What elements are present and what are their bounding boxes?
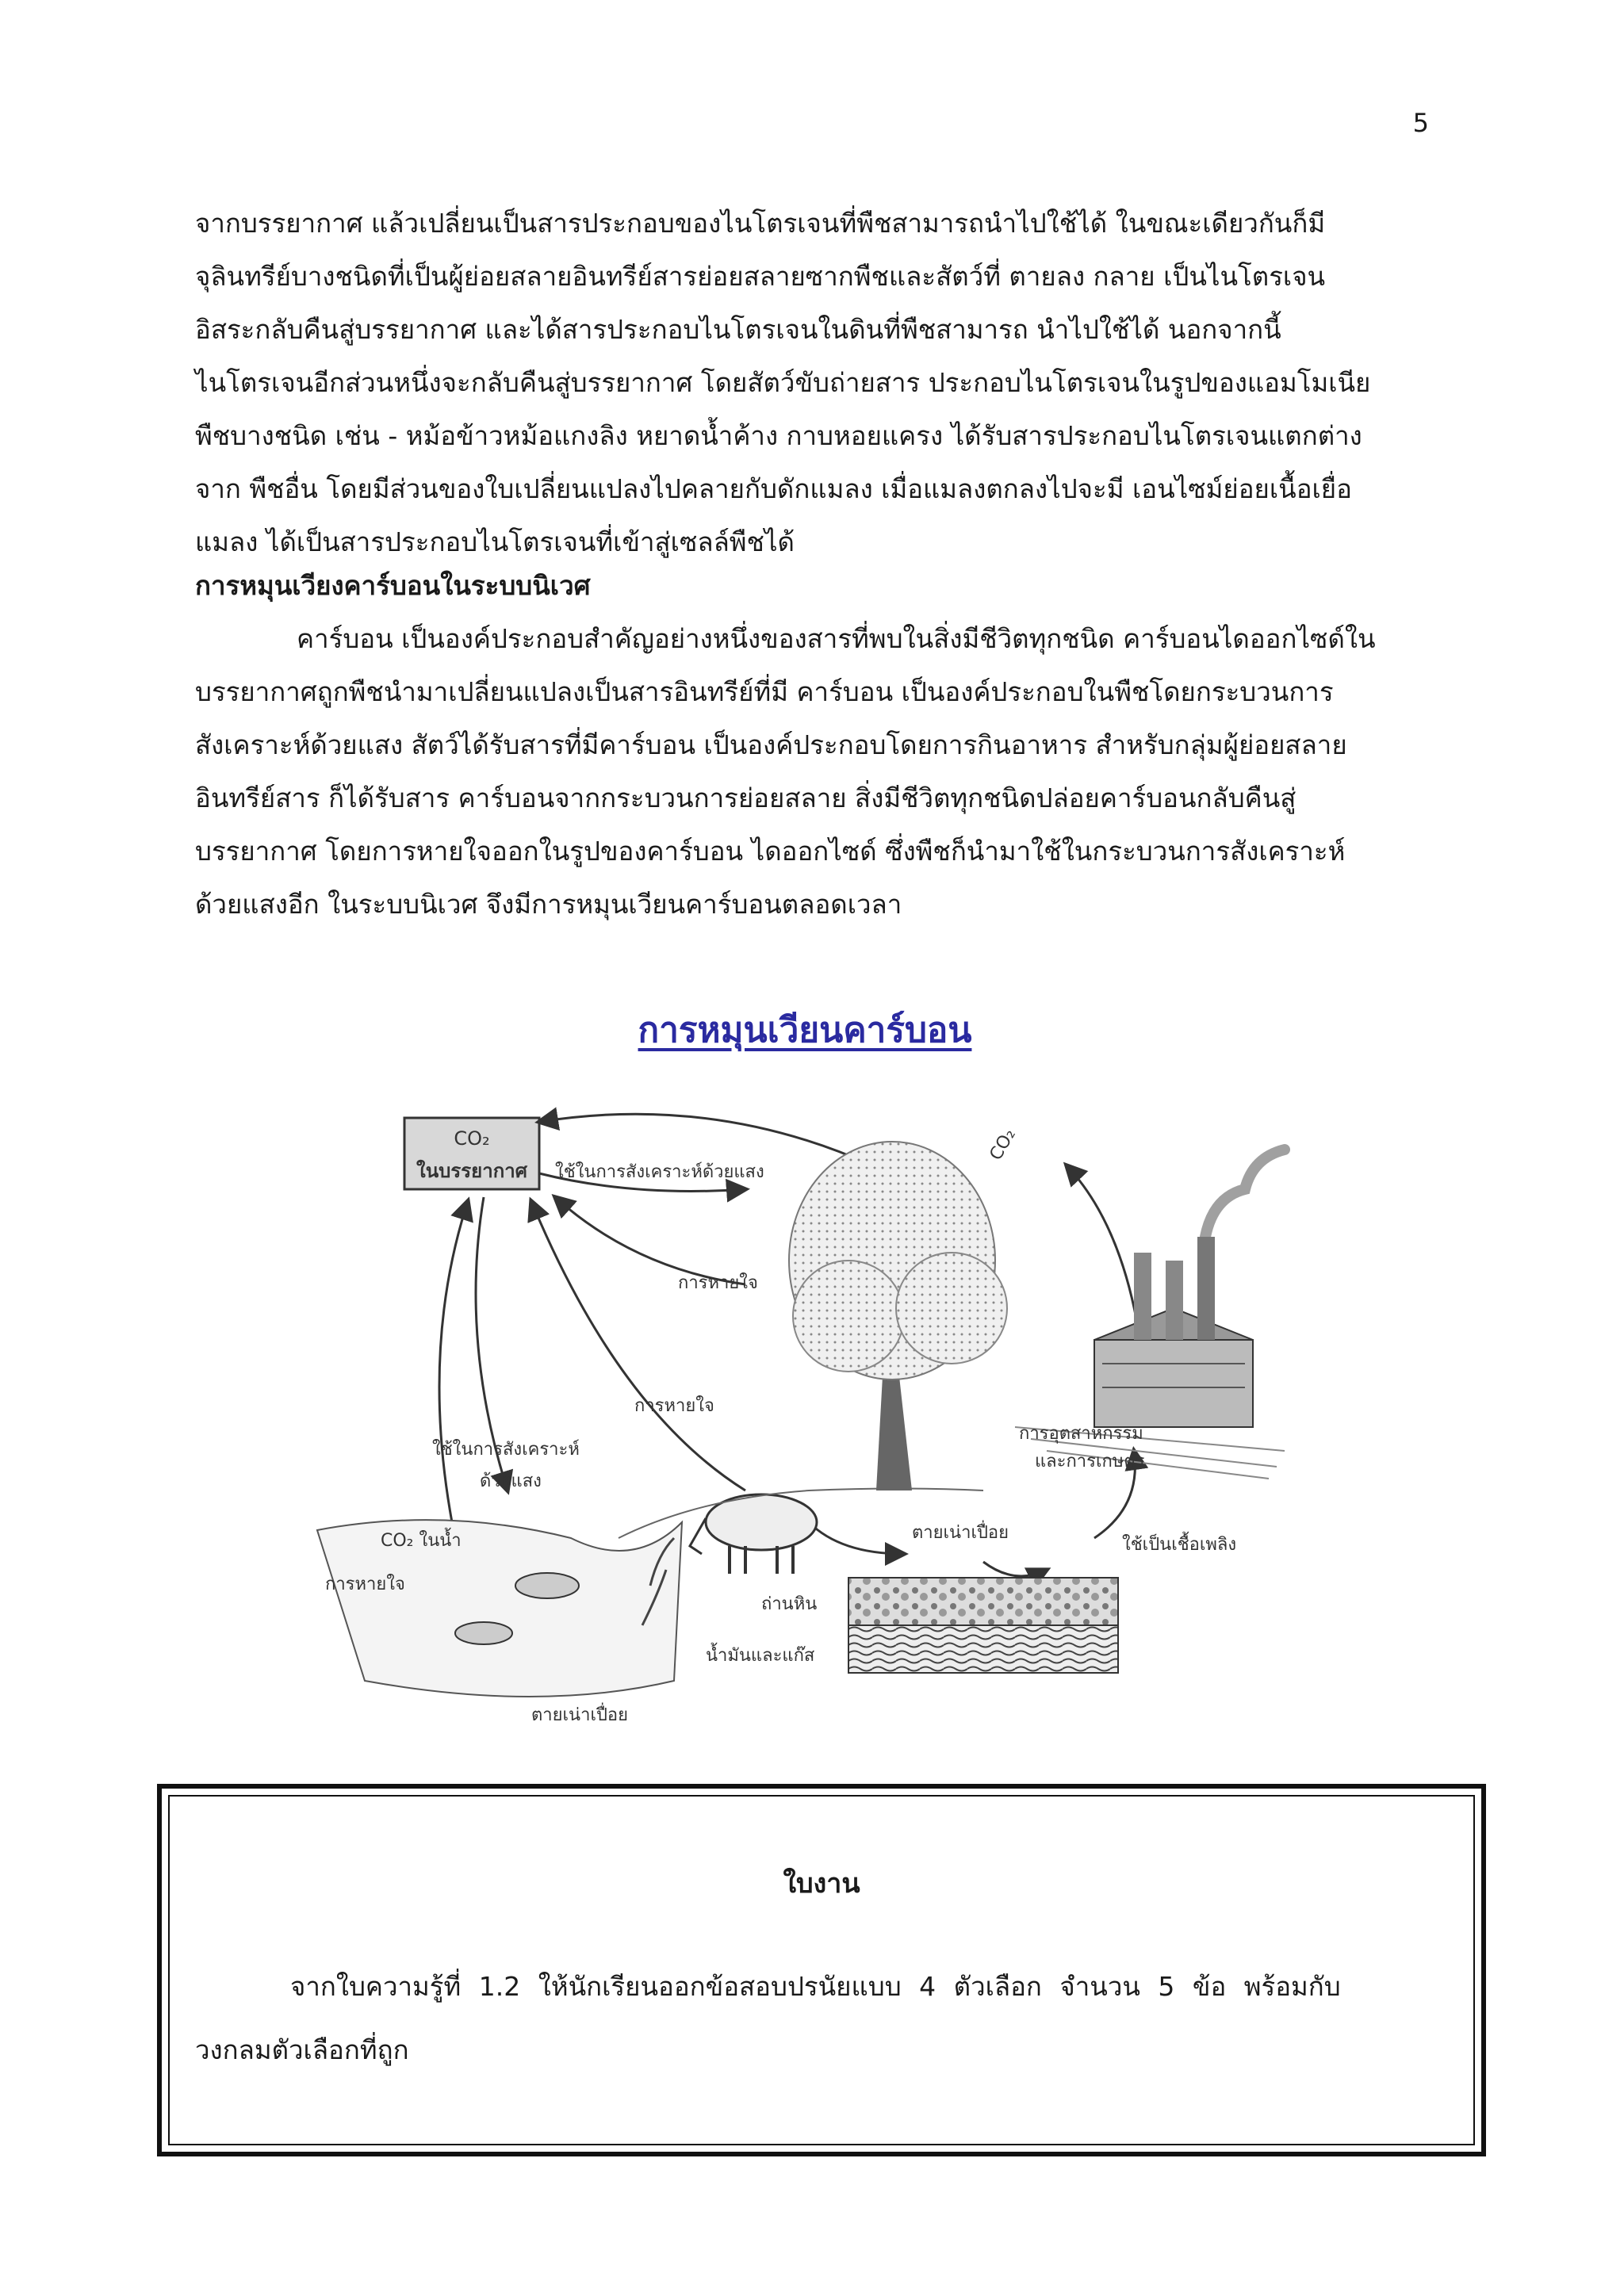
- paragraph-line: คาร์บอน เป็นองค์ประกอบสำคัญอย่างหนึ่งของสารที่พบในสิ่งมีชีวิตทุกชนิด คาร์บอนไดออกไซด์ใน: [297, 623, 1376, 654]
- paragraph-line: จุลินทรีย์บางชนิดที่เป็นผู้ย่อยสลายอินทรีย์สารย่อยสลายซากพืชและสัตว์ที่ ตายลง กลาย เป็นไนโตรเจน: [195, 261, 1326, 292]
- arrow-co2-to-atmosphere: [539, 1114, 872, 1165]
- co2-top-right-label: CO₂: [986, 1125, 1020, 1164]
- photosynthesis-left-label-1: ใช้ในการสังเคราะห์: [432, 1440, 580, 1460]
- tree-illustration: [789, 1142, 1007, 1490]
- co2-label: CO₂: [454, 1127, 490, 1150]
- paragraph-line: จากบรรยากาศ แล้วเปลี่ยนเป็นสารประกอบของไนโตรเจนที่พืชสามารถนำไปใช้ได้ ในขณะเดียวกันก็มี: [195, 208, 1326, 239]
- plant-respiration-label: การหายใจ: [678, 1273, 758, 1293]
- industry-label-2: และการเกษตร: [1035, 1452, 1145, 1471]
- worksheet-line: วงกลมตัวเลือกที่ถูก: [195, 2034, 409, 2065]
- worksheet-box: [157, 1784, 1486, 2156]
- carbon-cycle-diagram: [301, 1078, 1324, 1744]
- diagram-title: การหมุนเวียนคาร์บอน: [638, 1010, 972, 1050]
- industry-label-1: การอุตสาหกรรม: [1019, 1424, 1143, 1444]
- paragraph-line: จาก พืชอื่น โดยมีส่วนของใบเปลี่ยนแปลงไปคลายกับดักแมลง เมื่อแมลงตกลงไปจะมี เอนไซม์ย่อยเนื้อเยื่อ: [195, 473, 1352, 504]
- carbon-section-heading-block: [195, 559, 1432, 612]
- animal-respiration-label: การหายใจ: [634, 1396, 714, 1416]
- worksheet-line: จากใบความรู้ที่ 1.2 ให้นักเรียนออกข้อสอบปรนัยแบบ 4 ตัวเลือก จำนวน 5 ข้อ พร้อมกับ: [290, 1971, 1341, 2002]
- arrow-tree-to-decay: [809, 1522, 904, 1554]
- fossil-layers: [848, 1578, 1118, 1673]
- coal-label: ถ่านหิน: [761, 1594, 818, 1614]
- water-zone-illustration: [317, 1520, 682, 1697]
- arrow-tree-respiration: [555, 1197, 745, 1284]
- co2-atmosphere-box: [404, 1118, 539, 1189]
- land-decay-label: ตายเน่าเปื่อย: [912, 1523, 1009, 1543]
- photosynthesis-left-label-2: ด้วยแสง: [480, 1471, 542, 1491]
- paragraph-line: แมลง ได้เป็นสารประกอบไนโตรเจนที่เข้าสู่เซลล์พืชได้: [195, 526, 795, 557]
- atmosphere-label: ในบรรยากาศ: [416, 1160, 527, 1182]
- fuel-label: ใช้เป็นเชื้อเพลิง: [1122, 1535, 1237, 1555]
- oil-gas-label: น้ำมันและแก๊ส: [706, 1646, 815, 1666]
- paragraph-line: อินทรีย์สาร ก็ได้รับสาร คาร์บอนจากกระบวนการย่อยสลาย สิ่งมีชีวิตทุกชนิดปล่อยคาร์บอนกลับคืนสู่: [195, 783, 1297, 813]
- paragraph-line: ด้วยแสงอีก ในระบบนิเวศ จึงมีการหมุนเวียนคาร์บอนตลอดเวลา: [195, 889, 902, 920]
- paragraph-line: อิสระกลับคืนสู่บรรยากาศ และได้สารประกอบไนโตรเจนในดินที่พืชสามารถ นำไปใช้ได้ นอกจากนี้: [195, 314, 1281, 345]
- nitrogen-paragraph: [195, 197, 1432, 568]
- paragraph-line: บรรยากาศ โดยการหายใจออกในรูปของคาร์บอน ไดออกไซด์ ซึ่งพืชก็นำมาใช้ในกระบวนการสังเคราะห์: [195, 836, 1346, 867]
- worksheet-title: ใบงาน: [783, 1868, 860, 1900]
- worksheet-instructions: [195, 1955, 1418, 2082]
- arrow-decay-to-fuel: [983, 1562, 1047, 1576]
- water-decay-label: ตายเน่าเปื่อย: [531, 1705, 629, 1725]
- co2-water-label: CO₂ ในน้ำ: [381, 1531, 462, 1551]
- worksheet-inner-frame: [168, 1795, 1475, 2145]
- paragraph-line: ไนโตรเจนอีกส่วนหนึ่งจะกลับคืนสู่บรรยากาศ โดยสัตว์ขับถ่ายสาร ประกอบไนโตรเจนในรูปของแอมโมเนีย: [195, 367, 1371, 398]
- arrow-water-to-atmosphere: [439, 1201, 468, 1522]
- paragraph-line: บรรยากาศถูกพืชนำมาเปลี่ยนแปลงเป็นสารอินทรีย์ที่มี คาร์บอน เป็นองค์ประกอบในพืชโดยกระบวนการ: [195, 676, 1334, 707]
- carbon-paragraph: [195, 612, 1432, 931]
- section-heading: การหมุนเวียงคาร์บอนในระบบนิเวศ: [195, 570, 591, 601]
- photosynthesis-top-label: ใช้ในการสังเคราะห์ด้วยแสง: [555, 1162, 764, 1182]
- water-respiration-label: การหายใจ: [325, 1575, 405, 1594]
- paragraph-line: พืชบางชนิด เช่น - หม้อข้าวหม้อแกงลิง หยาดน้ำค้าง กาบหอยแครง ได้รับสารประกอบไนโตรเจนแตกต่าง: [195, 420, 1362, 451]
- paragraph-line: สังเคราะห์ด้วยแสง สัตว์ได้รับสารที่มีคาร์บอน เป็นองค์ประกอบโดยการกินอาหาร สำหรับกลุ่มผู้ย่อยสลาย: [195, 729, 1347, 760]
- page-number: 5: [1412, 108, 1429, 138]
